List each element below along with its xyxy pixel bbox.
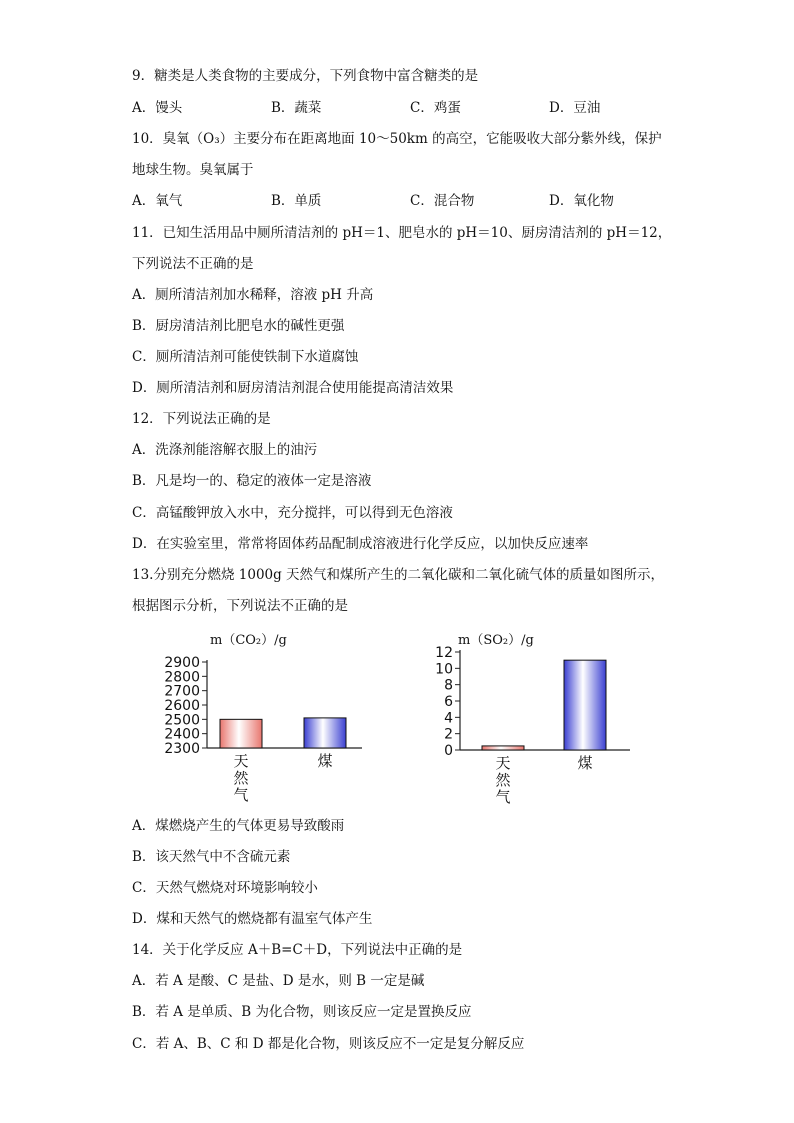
- co2-tick-label-2800: 2800: [164, 669, 200, 686]
- q9-stem: 9．糖类是人类食物的主要成分，下列食物中富含糖类的是: [132, 68, 479, 84]
- so2-tick-label-6: 6: [444, 694, 453, 710]
- q9-option-b: B．蔬菜: [271, 100, 322, 116]
- co2-tick-label-2500: 2500: [164, 712, 200, 729]
- q10-stem-line1: 10．臭氧（O₃）主要分布在距离地面 10～50km 的高空，它能吸收大部分紫外线，保护: [132, 131, 662, 147]
- q13-option-a: A．煤燃烧产生的气体更易导致酸雨: [132, 818, 345, 834]
- so2-category-label-1: 煤: [577, 754, 593, 772]
- q10-option-c: C．混合物: [410, 193, 475, 209]
- so2-chart-title: m（SO₂）/g: [458, 633, 534, 648]
- q14-option-a: A．若 A 是酸、C 是盐、D 是水，则 B 一定是碱: [132, 973, 425, 989]
- co2-tick-label-2900: 2900: [164, 655, 200, 671]
- co2-tick-label-2600: 2600: [164, 698, 200, 714]
- q9-option-d: D．豆油: [549, 100, 601, 116]
- so2-bar-0: [482, 746, 524, 750]
- q10-option-d: D．氧化物: [549, 193, 614, 209]
- q11-stem-line2: 下列说法不正确的是: [132, 256, 254, 272]
- q10-option-b: B．单质: [271, 193, 322, 209]
- q13-stem-line2: 根据图示分析，下列说法不正确的是: [132, 598, 348, 614]
- so2-tick-label-12: 12: [435, 646, 453, 661]
- co2-bar-1: [304, 718, 346, 748]
- q13-option-b: B．该天然气中不含硫元素: [132, 849, 291, 865]
- so2-tick-label-10: 10: [435, 661, 453, 678]
- q11-option-c: C．厕所清洁剂可能使铁制下水道腐蚀: [132, 349, 359, 365]
- so2-bar-1: [564, 660, 606, 750]
- co2-bar-0: [220, 719, 262, 748]
- q9-option-a: A．馒头: [132, 100, 183, 116]
- so2-tick-label-4: 4: [444, 710, 453, 727]
- q13-option-d: D．煤和天然气的燃烧都有温室气体产生: [132, 911, 373, 927]
- co2-tick-label-2400: 2400: [164, 726, 200, 743]
- q11-stem-line1: 11．已知生活用品中厕所清洁剂的 pH＝1、肥皂水的 pH＝10、厨房清洁剂的 pH＝12，: [132, 225, 672, 241]
- so2-tick-label-8: 8: [444, 677, 453, 694]
- q11-option-d: D．厕所清洁剂和厨房清洁剂混合使用能提高清洁效果: [132, 380, 454, 396]
- co2-bar-chart: [140, 646, 380, 806]
- q12-option-c: C．高锰酸钾放入水中，充分搅拌，可以得到无色溶液: [132, 505, 453, 521]
- co2-tick-label-2700: 2700: [164, 683, 200, 700]
- so2-bar-chart: [410, 646, 650, 806]
- q11-option-b: B．厨房清洁剂比肥皂水的碱性更强: [132, 318, 345, 334]
- q14-stem: 14．关于化学反应 A＋B=C＋D，下列说法中正确的是: [132, 942, 463, 958]
- so2-tick-label-2: 2: [444, 726, 453, 743]
- co2-category-label-1: 煤: [317, 752, 333, 770]
- so2-tick-label-0: 0: [444, 743, 453, 759]
- q14-option-b: B．若 A 是单质、B 为化合物，则该反应一定是置换反应: [132, 1004, 472, 1020]
- so2-category-label-0: 天然气: [495, 754, 511, 806]
- q12-option-d: D．在实验室里，常常将固体药品配制成溶液进行化学反应，以加快反应速率: [132, 536, 589, 552]
- q12-option-b: B．凡是均一的、稳定的液体一定是溶液: [132, 473, 372, 489]
- q14-option-c: C．若 A、B、C 和 D 都是化合物，则该反应不一定是复分解反应: [132, 1036, 525, 1052]
- q10-stem-line2: 地球生物。臭氧属于: [132, 162, 254, 178]
- co2-tick-label-2300: 2300: [164, 741, 200, 757]
- q12-stem: 12．下列说法正确的是: [132, 411, 271, 427]
- q12-option-a: A．洗涤剂能溶解衣服上的油污: [132, 442, 318, 458]
- q9-option-c: C．鸡蛋: [410, 100, 461, 116]
- q10-option-a: A．氧气: [132, 193, 183, 209]
- q11-option-a: A．厕所清洁剂加水稀释，溶液 pH 升高: [132, 287, 374, 303]
- q13-stem-line1: 13.分别充分燃烧 1000g 天然气和煤所产生的二氧化碳和二氧化硫气体的质量如图所示，: [132, 567, 665, 583]
- co2-category-label-0: 天然气: [233, 752, 249, 804]
- q13-option-c: C．天然气燃烧对环境影响较小: [132, 880, 318, 896]
- co2-chart-title: m（CO₂）/g: [210, 633, 287, 648]
